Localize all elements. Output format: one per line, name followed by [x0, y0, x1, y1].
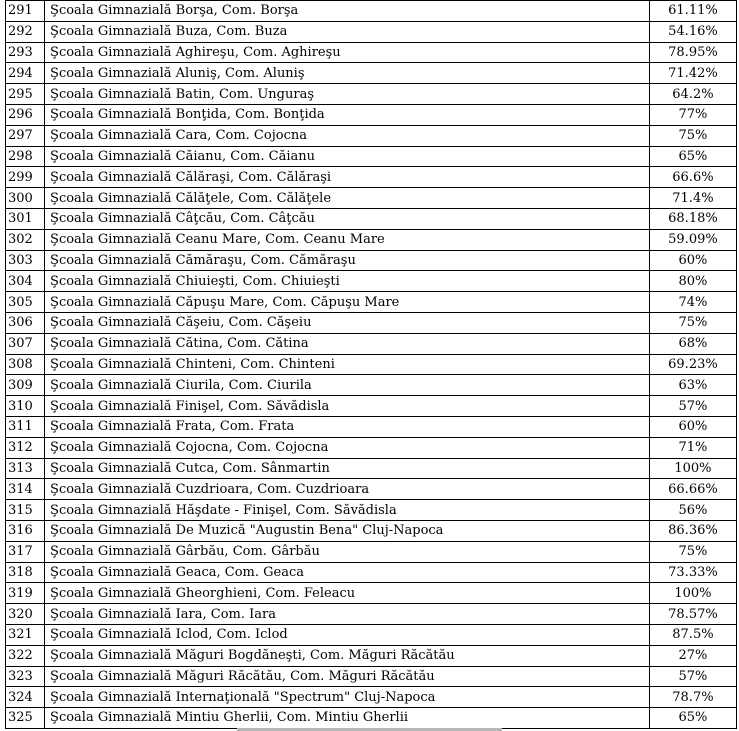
school-name-cell: Şcoala Gimnazială Căşeiu, Com. Căşeiu — [45, 312, 650, 333]
school-name-cell: Şcoala Gimnazială Căpuşu Mare, Com. Căpuşu Mare — [45, 292, 650, 313]
table-row — [6, 583, 737, 604]
school-name-cell: Şcoala Gimnazială Ciurila, Com. Ciurila — [45, 375, 650, 396]
row-number-cell: 317 — [6, 541, 45, 562]
percentage-cell: 57% — [649, 396, 736, 417]
table-row — [6, 541, 737, 562]
percentage-cell: 75% — [649, 312, 736, 333]
row-number-cell: 303 — [6, 250, 45, 271]
results-table-body — [6, 1, 737, 729]
row-number-cell: 316 — [6, 520, 45, 541]
table-row — [6, 354, 737, 375]
table-row — [6, 312, 737, 333]
school-name-cell: Şcoala Gimnazială Măguri Bogdăneşti, Com. Măguri Răcătău — [45, 645, 650, 666]
table-row — [6, 458, 737, 479]
percentage-cell: 73.33% — [649, 562, 736, 583]
percentage-cell: 68.18% — [649, 208, 736, 229]
percentage-cell: 87.5% — [649, 624, 736, 645]
table-row — [6, 42, 737, 63]
school-name-cell: Şcoala Gimnazială Aghireşu, Com. Aghireşu — [45, 42, 650, 63]
row-number-cell: 308 — [6, 354, 45, 375]
school-name-cell: Şcoala Gimnazială Aluniş, Com. Aluniş — [45, 63, 650, 84]
table-row — [6, 500, 737, 521]
school-name-cell: Şcoala Gimnazială Iclod, Com. Iclod — [45, 624, 650, 645]
percentage-cell: 68% — [649, 333, 736, 354]
school-name-cell: Şcoala Gimnazială Geaca, Com. Geaca — [45, 562, 650, 583]
percentage-cell: 86.36% — [649, 520, 736, 541]
row-number-cell: 320 — [6, 604, 45, 625]
table-row — [6, 375, 737, 396]
row-number-cell: 297 — [6, 125, 45, 146]
row-number-cell: 298 — [6, 146, 45, 167]
percentage-cell: 71.42% — [649, 63, 736, 84]
school-name-cell: Şcoala Gimnazială Bonţida, Com. Bonţida — [45, 104, 650, 125]
row-number-cell: 312 — [6, 437, 45, 458]
results-table — [5, 0, 737, 729]
school-name-cell: Şcoala Gimnazială Chinteni, Com. Chinteni — [45, 354, 650, 375]
table-row — [6, 333, 737, 354]
row-number-cell: 300 — [6, 188, 45, 209]
row-number-cell: 305 — [6, 292, 45, 313]
row-number-cell: 321 — [6, 624, 45, 645]
row-number-cell: 319 — [6, 583, 45, 604]
table-row — [6, 666, 737, 687]
row-number-cell: 325 — [6, 708, 45, 729]
row-number-cell: 293 — [6, 42, 45, 63]
school-name-cell: Şcoala Gimnazială Finişel, Com. Săvădisla — [45, 396, 650, 417]
school-name-cell: Şcoala Gimnazială Căianu, Com. Căianu — [45, 146, 650, 167]
table-row — [6, 437, 737, 458]
percentage-cell: 78.95% — [649, 42, 736, 63]
school-name-cell: Şcoala Gimnazială Ceanu Mare, Com. Ceanu Mare — [45, 229, 650, 250]
row-number-cell: 311 — [6, 416, 45, 437]
table-row — [6, 416, 737, 437]
table-row — [6, 624, 737, 645]
table-row — [6, 84, 737, 105]
percentage-cell: 63% — [649, 375, 736, 396]
row-number-cell: 307 — [6, 333, 45, 354]
school-name-cell: Şcoala Gimnazială Cămăraşu, Com. Cămăraşu — [45, 250, 650, 271]
school-name-cell: Şcoala Gimnazială Câţcău, Com. Câţcău — [45, 208, 650, 229]
school-name-cell: Şcoala Gimnazială Gheorghieni, Com. Feleacu — [45, 583, 650, 604]
table-row — [6, 271, 737, 292]
table-row — [6, 229, 737, 250]
percentage-cell: 66.66% — [649, 479, 736, 500]
row-number-cell: 295 — [6, 84, 45, 105]
percentage-cell: 71% — [649, 437, 736, 458]
school-name-cell: Şcoala Gimnazială Frata, Com. Frata — [45, 416, 650, 437]
school-name-cell: Şcoala Gimnazială Borşa, Com. Borşa — [45, 1, 650, 22]
row-number-cell: 302 — [6, 229, 45, 250]
row-number-cell: 296 — [6, 104, 45, 125]
school-name-cell: Şcoala Gimnazială Internaţională "Spectrum" Cluj-Napoca — [45, 687, 650, 708]
table-row — [6, 1, 737, 22]
table-row — [6, 520, 737, 541]
row-number-cell: 291 — [6, 1, 45, 22]
percentage-cell: 100% — [649, 583, 736, 604]
row-number-cell: 301 — [6, 208, 45, 229]
row-number-cell: 313 — [6, 458, 45, 479]
school-name-cell: Şcoala Gimnazială Călăraşi, Com. Călăraşi — [45, 167, 650, 188]
percentage-cell: 66.6% — [649, 167, 736, 188]
row-number-cell: 292 — [6, 21, 45, 42]
row-number-cell: 310 — [6, 396, 45, 417]
percentage-cell: 78.57% — [649, 604, 736, 625]
school-name-cell: Şcoala Gimnazială Hăşdate - Finişel, Com. Săvădisla — [45, 500, 650, 521]
school-name-cell: Şcoala Gimnazială Batin, Com. Unguraş — [45, 84, 650, 105]
row-number-cell: 299 — [6, 167, 45, 188]
row-number-cell: 315 — [6, 500, 45, 521]
school-name-cell: Şcoala Gimnazială Mintiu Gherlii, Com. Mintiu Gherlii — [45, 708, 650, 729]
row-number-cell: 322 — [6, 645, 45, 666]
row-number-cell: 304 — [6, 271, 45, 292]
table-row — [6, 645, 737, 666]
table-row — [6, 292, 737, 313]
percentage-cell: 80% — [649, 271, 736, 292]
table-row — [6, 188, 737, 209]
table-row — [6, 63, 737, 84]
table-row — [6, 708, 737, 729]
table-row — [6, 396, 737, 417]
percentage-cell: 59.09% — [649, 229, 736, 250]
row-number-cell: 323 — [6, 666, 45, 687]
percentage-cell: 71.4% — [649, 188, 736, 209]
row-number-cell: 294 — [6, 63, 45, 84]
percentage-cell: 65% — [649, 146, 736, 167]
percentage-cell: 75% — [649, 541, 736, 562]
table-row — [6, 479, 737, 500]
percentage-cell: 56% — [649, 500, 736, 521]
school-name-cell: Şcoala Gimnazială Chiuieşti, Com. Chiuieşti — [45, 271, 650, 292]
school-name-cell: Şcoala Gimnazială Călăţele, Com. Călăţele — [45, 188, 650, 209]
percentage-cell: 64.2% — [649, 84, 736, 105]
table-row — [6, 104, 737, 125]
table-row — [6, 562, 737, 583]
percentage-cell: 54.16% — [649, 21, 736, 42]
row-number-cell: 309 — [6, 375, 45, 396]
row-number-cell: 324 — [6, 687, 45, 708]
percentage-cell: 75% — [649, 125, 736, 146]
school-name-cell: Şcoala Gimnazială Iara, Com. Iara — [45, 604, 650, 625]
school-name-cell: Şcoala Gimnazială Cara, Com. Cojocna — [45, 125, 650, 146]
school-name-cell: Şcoala Gimnazială Cuzdrioara, Com. Cuzdrioara — [45, 479, 650, 500]
table-row — [6, 687, 737, 708]
table-row — [6, 21, 737, 42]
school-name-cell: Şcoala Gimnazială Buza, Com. Buza — [45, 21, 650, 42]
school-name-cell: Şcoala Gimnazială Cojocna, Com. Cojocna — [45, 437, 650, 458]
row-number-cell: 306 — [6, 312, 45, 333]
percentage-cell: 78.7% — [649, 687, 736, 708]
table-row — [6, 167, 737, 188]
table-row — [6, 125, 737, 146]
school-name-cell: Şcoala Gimnazială Cutca, Com. Sânmartin — [45, 458, 650, 479]
school-name-cell: Şcoala Gimnazială Măguri Răcătău, Com. Măguri Răcătău — [45, 666, 650, 687]
table-row — [6, 250, 737, 271]
percentage-cell: 100% — [649, 458, 736, 479]
row-number-cell: 314 — [6, 479, 45, 500]
percentage-cell: 74% — [649, 292, 736, 313]
row-number-cell: 318 — [6, 562, 45, 583]
percentage-cell: 57% — [649, 666, 736, 687]
school-name-cell: Şcoala Gimnazială Gârbău, Com. Gârbău — [45, 541, 650, 562]
table-row — [6, 208, 737, 229]
percentage-cell: 60% — [649, 416, 736, 437]
table-row — [6, 146, 737, 167]
percentage-cell: 69.23% — [649, 354, 736, 375]
school-name-cell: Şcoala Gimnazială Cătina, Com. Cătina — [45, 333, 650, 354]
percentage-cell: 27% — [649, 645, 736, 666]
table-row — [6, 604, 737, 625]
percentage-cell: 61.11% — [649, 1, 736, 22]
percentage-cell: 77% — [649, 104, 736, 125]
school-name-cell: Şcoala Gimnazială De Muzică "Augustin Bena" Cluj-Napoca — [45, 520, 650, 541]
percentage-cell: 65% — [649, 708, 736, 729]
percentage-cell: 60% — [649, 250, 736, 271]
